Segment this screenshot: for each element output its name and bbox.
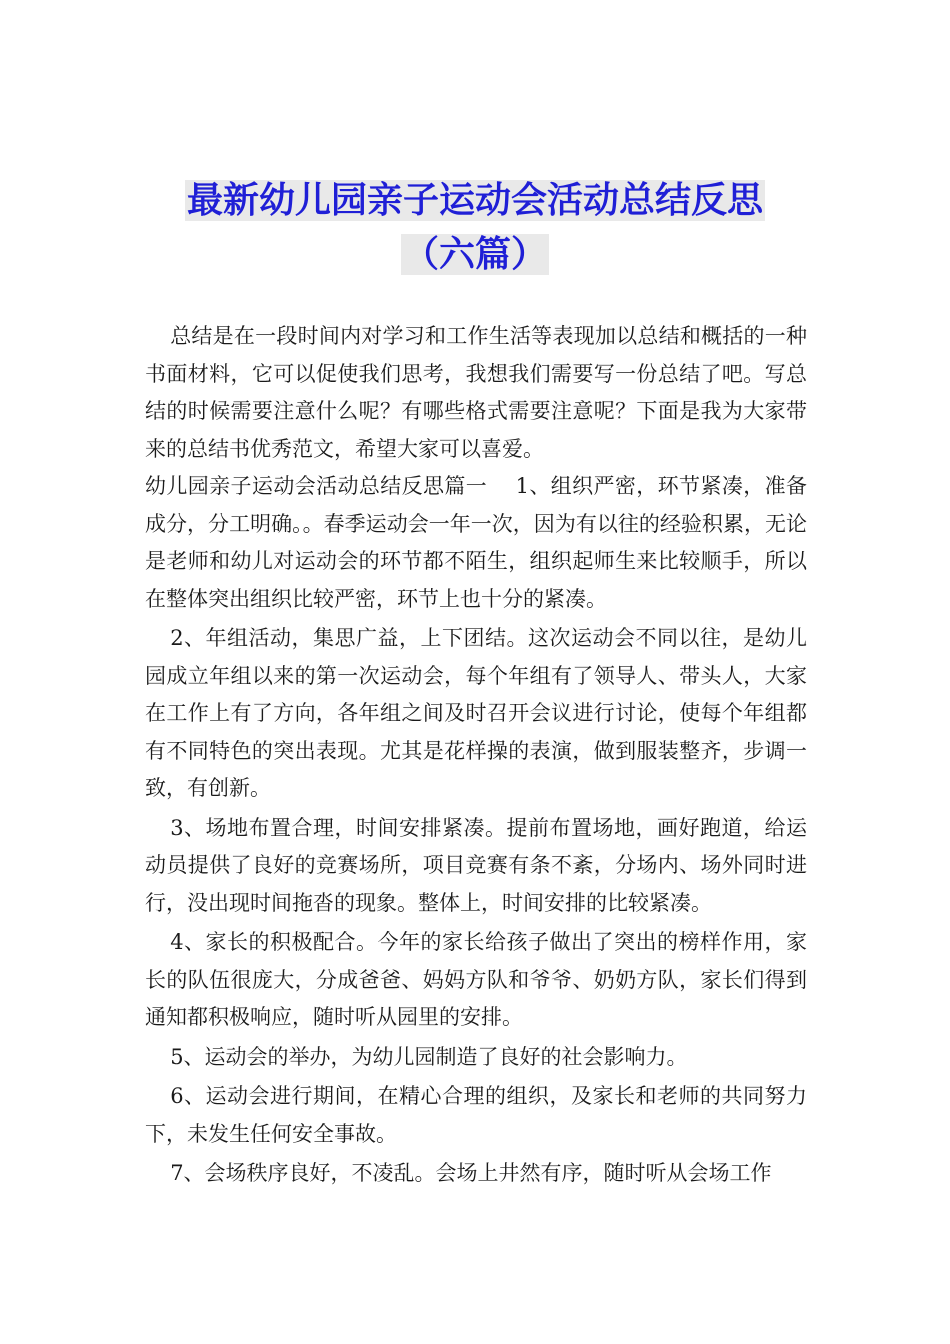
section-paragraph: 6、运动会进行期间，在精心合理的组织，及家长和老师的共同努力下，未发生任何安全事故。 (145, 1084, 807, 1146)
section-paragraph: 4、家长的积极配合。今年的家长给孩子做出了突出的榜样作用，家长的队伍很庞大，分成爸爸、妈妈方队和爷爷、奶奶方队，家长们得到通知都积极响应，随时听从园里的安排。 (145, 930, 807, 1029)
section-paragraph: 7、会场秩序良好，不凌乱。会场上井然有序，随时听从会场工作 (170, 1161, 772, 1185)
section-paragraph: 3、场地布置合理，时间安排紧凑。提前布置场地，画好跑道，给运动员提供了良好的竞赛场所，项目竞赛有条不紊，分场内、场外同时进行，没出现时间拖沓的现象。整体上，时间安排的比较紧凑。 (145, 815, 807, 915)
title-line-1: 最新幼儿园亲子运动会活动总结反思 (186, 180, 763, 221)
title-line-2: （六篇） (402, 234, 547, 275)
intro-paragraph: 总结是在一段时间内对学习和工作生活等表现加以总结和概括的一种书面材料，它可以促使我们思考，我想我们需要写一份总结了吧。写总结的时候需要注意什么呢？有哪些格式需要注意呢？下面是我为大家带来的总结书优秀范文，希望大家可以喜爱。 (145, 324, 807, 461)
section-paragraph: 幼儿园亲子运动会活动总结反思篇一 1、组织严密，环节紧凑，准备成分，分工明确。。春季运动会一年一次，因为有以往的经验积累，无论是老师和幼儿对运动会的环节都不陌生，组织起师生来比较顺手，所以在整体突出组织比较严密，环节上也十分的紧凑。 (145, 474, 807, 611)
section-paragraph: 5、运动会的举办，为幼儿园制造了良好的社会影响力。 (170, 1044, 688, 1069)
document-title (0, 174, 950, 282)
section-paragraph: 2、年组活动，集思广益，上下团结。这次运动会不同以往，是幼儿园成立年组以来的第一次运动会，每个年组有了领导人、带头人，大家在工作上有了方向，各年组之间及时召开会议进行讨论，使每个年组都有不同特色的突出表现。尤其是花样操的表演，做到服装整齐，步调一致，有创新。 (145, 626, 807, 800)
document-body (145, 318, 807, 1193)
